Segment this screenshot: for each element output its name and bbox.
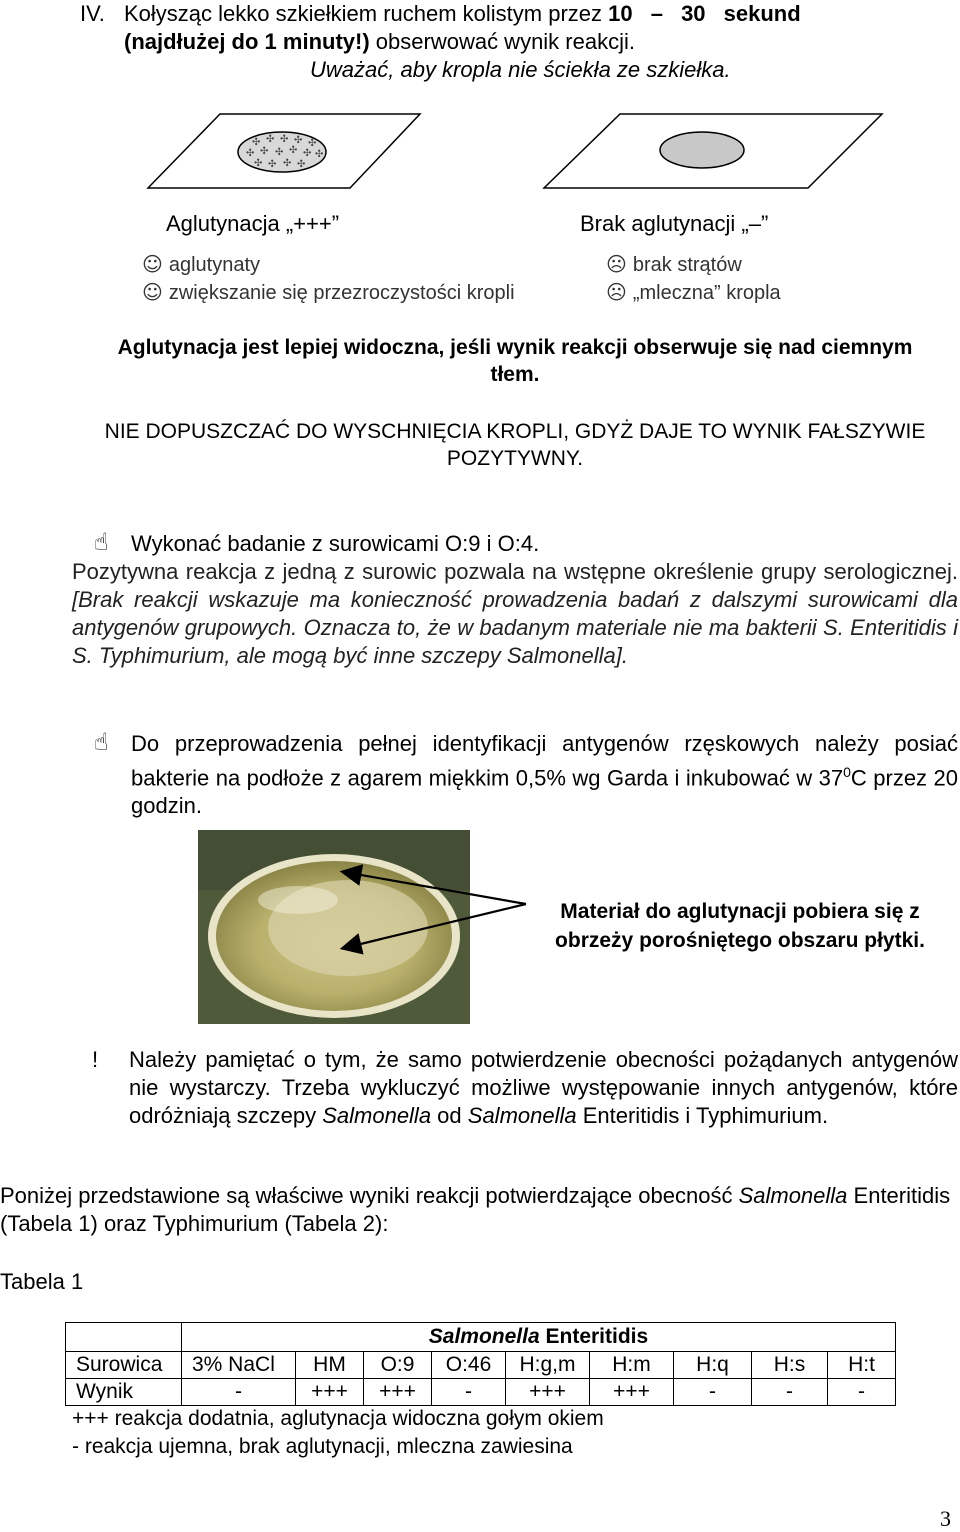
table-title-row <box>66 1323 896 1352</box>
table-cell: 3% NaCl <box>182 1352 296 1379</box>
svg-text:✣: ✣ <box>254 158 263 169</box>
table-cell: O:46 <box>432 1352 506 1379</box>
section4-line1: Kołysząc lekko szkiełkiem ruchem kolistym przez 10 – 30 sekund <box>124 1 801 26</box>
svg-text:✣: ✣ <box>294 135 303 146</box>
step1-first-line: Wykonać badanie z surowicami O:9 i O:4. <box>131 531 540 556</box>
smiley-icon: ☺ <box>142 280 163 304</box>
table-corner-cell <box>66 1323 182 1352</box>
table-cell: - <box>432 1379 506 1406</box>
svg-text:✣: ✣ <box>275 147 284 158</box>
svg-text:✣: ✣ <box>246 148 255 159</box>
no-agglutination-feature-1: ☹ brak strątów <box>606 252 742 276</box>
photo-caption: Materiał do aglutynacji pobiera się z obrzeży porośniętego obszaru płytki. <box>555 900 925 952</box>
annotation-arrows <box>330 860 530 960</box>
table-cell: H:q <box>674 1352 752 1379</box>
svg-text:✣: ✣ <box>283 158 292 169</box>
agglutination-feature-2: ☺ zwiększanie się przezroczystości kropli <box>142 280 515 304</box>
table-row <box>66 1379 896 1406</box>
results-intro: Poniżej przedstawione są właściwe wyniki reakcji potwierdzające obecność Salmonella Enteritidis (Tabela 1) oraz Typhimurium (Tabela 2): <box>0 1183 951 1236</box>
table-cell: - <box>828 1379 896 1406</box>
svg-text:✣: ✣ <box>280 134 289 145</box>
table-cell: Surowica <box>66 1352 182 1379</box>
svg-text:✣: ✣ <box>308 138 317 149</box>
section4-warning: Uważać, aby kropla nie ściekła ze szkiełka. <box>310 57 731 82</box>
legend-negative: - reakcja ujemna, brak aglutynacji, mleczna zawiesina <box>72 1435 573 1458</box>
table-cell: HM <box>296 1352 364 1379</box>
svg-text:✣: ✣ <box>297 159 306 170</box>
table-title: Salmonella Enteritidis <box>182 1323 896 1352</box>
pointing-hand-icon: ☝ <box>94 728 109 756</box>
table-cell: H:s <box>752 1352 828 1379</box>
table-cell: H:g,m <box>506 1352 590 1379</box>
svg-text:✣: ✣ <box>268 159 277 170</box>
step1-paragraph: Pozytywna reakcja z jedną z surowic pozwala na wstępne określenie grupy serologicznej. [Brak reakcji wskazuje ma konieczność prowadzenia badań z dalszymi surowicami dla antygenów grupowych. Oznacza to, że w badanym materiale nie ma bakterii S. Enteritidis i S. Typhimurium, ale mogą być inne szczepy Salmonella]. <box>72 559 958 668</box>
pointing-hand-icon: ☝ <box>94 528 109 556</box>
table-cell: +++ <box>506 1379 590 1406</box>
table-cell: - <box>674 1379 752 1406</box>
table-cell: H:t <box>828 1352 896 1379</box>
frown-icon: ☹ <box>606 252 627 276</box>
table-cell: O:9 <box>364 1352 432 1379</box>
svg-text:✣: ✣ <box>315 149 324 160</box>
remark-paragraph: Należy pamiętać o tym, że samo potwierdzenie obecności pożądanych antygenów nie wystarczy. Trzeba wykluczyć możliwe występowanie innych antygenów, które odróżniają szczepy Salmonella od Salmonella Enteritidis i Typhimurium. <box>129 1047 958 1128</box>
smiley-icon: ☺ <box>142 252 163 276</box>
section-number: IV. <box>80 1 105 26</box>
table-cell: - <box>182 1379 296 1406</box>
table-cell: Wynik <box>66 1379 182 1406</box>
slide-agglutination <box>148 114 420 188</box>
table-cell: H:m <box>590 1352 674 1379</box>
svg-text:✣: ✣ <box>252 137 261 148</box>
legend-positive: +++ reakcja dodatnia, aglutynacja widoczna gołym okiem <box>72 1407 604 1430</box>
agglutination-feature-1: ☺ aglutynaty <box>142 252 261 276</box>
dark-background-note: Aglutynacja jest lepiej widoczna, jeśli wynik reakcji obserwuje się nad ciemnym tłem. <box>117 336 913 386</box>
step2-paragraph: Do przeprowadzenia pełnej identyfikacji antygenów rzęskowych należy posiać bakterie na podłoże z agarem miękkim 0,5% wg Garda i inkubować w $37^0C$ przez 20 godzin. <box>131 731 958 819</box>
frown-icon: ☹ <box>606 280 627 304</box>
svg-text:✣: ✣ <box>260 146 269 157</box>
exclamation-icon: ! <box>92 1047 99 1072</box>
table-cell: +++ <box>296 1379 364 1406</box>
slide-no-agglutination <box>544 114 882 188</box>
results-table <box>65 1322 896 1406</box>
section4-line2: (najdłużej do 1 minuty!) obserwować wynik reakcji. <box>124 29 635 54</box>
no-agglutination-feature-2: ☹ „mleczna” kropla <box>606 280 781 304</box>
drying-warning: NIE DOPUSZCZAĆ DO WYSCHNIĘCIA KROPLI, GDYŻ DAJE TO WYNIK FAŁSZYWIE POZYTYWNY. <box>104 420 926 470</box>
svg-text:✣: ✣ <box>303 148 312 159</box>
svg-text:✣: ✣ <box>266 134 275 145</box>
table-cell: +++ <box>364 1379 432 1406</box>
table-row <box>66 1352 896 1379</box>
table-cell: - <box>752 1379 828 1406</box>
table-cell: +++ <box>590 1379 674 1406</box>
svg-text:✣: ✣ <box>289 145 298 156</box>
agglutination-title: Aglutynacja „+++” <box>166 211 340 236</box>
no-agglutination-title: Brak aglutynacji „–” <box>580 211 769 236</box>
slide-illustrations <box>120 112 900 192</box>
table-label: Tabela 1 <box>0 1269 84 1294</box>
page-number: 3 <box>940 1506 951 1531</box>
